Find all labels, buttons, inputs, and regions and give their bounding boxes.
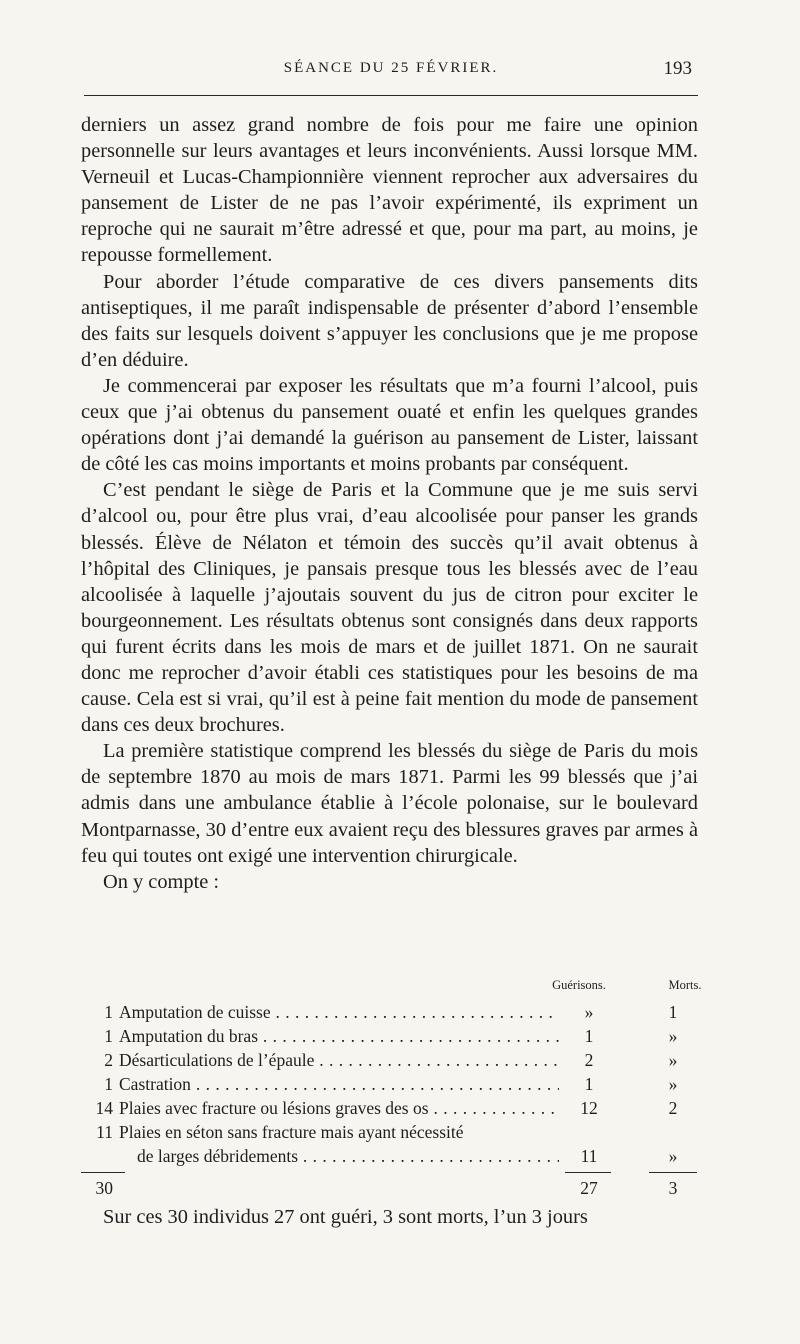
row-morts: » [668, 1146, 678, 1166]
total-rule-qty [81, 1172, 125, 1173]
table-row [81, 1048, 698, 1072]
row-quantity: 1 [104, 1026, 113, 1046]
row-label: Amputation du bras . . . [119, 1024, 559, 1048]
paragraph: C’est pendant le siège de Paris et la Commune que je me suis servi d’alcool ou, pour être plus vrai, d’eau alcoolisée pour panser les grands blessés. Élève de Nélaton et témoin des succès qu’il avait obtenus à l’hôpital des Cliniques, je pansais presque tous les blessés avec de l’eau alcoolisée à laquelle j’ajoutais souvent du jus de citron pour exciter le bourgeonnement. Les résultats obtenus sont consignés dans deux rapports qui furent écrits dans les mois de mars et de juillet 1871. On ne saurait donc me reprocher d’avoir établi ces statistiques pour les besoins de ma cause. Cela est si vrai, qu’il est à peine fait mention du mode de pansement dans ces deux brochures. [81, 479, 698, 737]
total-rule-guerisons [565, 1172, 611, 1173]
paragraph: derniers un assez grand nombre de fois pour me faire une opinion personnelle sur leurs avantages et leurs inconvénients. Aussi lorsque MM. Verneuil et Lucas-Championnière viennent reprocher aux adversaires du pansement de Lister de ne pas l’avoir expérimenté, ils expriment un reproche qui ne saurait m’être adressé et que, pour ma part, au moins, je repousse formellement. [81, 114, 698, 267]
running-title: SÉANCE DU 25 FÉVRIER. [283, 60, 499, 76]
row-quantity: 2 [104, 1050, 113, 1070]
row-morts: » [668, 1074, 678, 1094]
total-quantity: 30 [95, 1178, 113, 1198]
column-header-morts: Morts. [668, 978, 702, 992]
row-label: Amputation de cuisse . . . [119, 1000, 559, 1024]
table-row [81, 1072, 698, 1096]
statistics-table [81, 978, 702, 1200]
paragraph: La première statistique comprend les blessés du siège de Paris du mois de septembre 1870 au mois de mars 1871. Parmi les 99 blessés que j’ai admis dans une ambulance établie à l’école polonaise, sur le boulevard Montparnasse, 30 d’entre eux avaient reçu des blessures graves par armes à feu qui toutes ont exigé une intervention chirurgicale. [81, 740, 698, 867]
total-guerisons: 27 [580, 1178, 598, 1198]
row-label: Désarticulations de l’épaule . . . [119, 1048, 559, 1072]
row-label: Plaies en séton sans fracture mais ayant nécessité [119, 1122, 464, 1142]
row-quantity: 1 [104, 1002, 113, 1022]
row-label: Castration . . . [119, 1072, 559, 1096]
row-label: de larges débridements . . . [137, 1144, 559, 1168]
row-quantity: 14 [95, 1098, 113, 1118]
row-guerisons: 12 [580, 1098, 598, 1118]
row-quantity: 1 [104, 1074, 113, 1094]
table-row [81, 1024, 698, 1048]
row-morts: 1 [668, 1002, 678, 1022]
body-text [81, 112, 698, 895]
row-guerisons: 2 [584, 1050, 594, 1070]
table-header [81, 978, 702, 1000]
row-morts: 2 [668, 1098, 678, 1118]
column-header-guerisons: Guérisons. [552, 978, 606, 992]
table-row [81, 1144, 698, 1168]
row-guerisons: 1 [584, 1074, 594, 1094]
row-label: Plaies avec fracture ou lésions graves des os . . . [119, 1096, 559, 1120]
paragraph: Pour aborder l’étude comparative de ces divers pansements dits antiseptiques, il me paraît indispensable de présenter d’abord l’ensemble des faits sur lesquels doivent s’appuyer les conclusions que je me propose d’en déduire. [81, 270, 698, 371]
row-quantity: 11 [96, 1122, 113, 1142]
row-morts: » [668, 1026, 678, 1046]
table-row [81, 1120, 698, 1144]
row-morts: » [668, 1050, 678, 1070]
table-row [81, 1096, 698, 1120]
row-guerisons: 11 [580, 1146, 598, 1166]
table-row [81, 1000, 698, 1024]
paragraph: On y compte : [103, 870, 220, 893]
closing-line: Sur ces 30 individus 27 ont guéri, 3 sont morts, l’un 3 jours [103, 1206, 588, 1228]
row-guerisons: 1 [584, 1026, 594, 1046]
paragraph: Je commencerai par exposer les résultats que m’a fourni l’alcool, puis ceux que j’ai obtenus du pansement ouaté et enfin les quelques grandes opérations dont j’ai demandé la guérison au pansement de Lister, laissant de côté les cas moins importants et moins probants par conséquent. [81, 374, 698, 476]
row-guerisons: » [584, 1002, 594, 1022]
total-morts: 3 [668, 1178, 678, 1198]
page-header [84, 60, 698, 86]
page-number: 193 [663, 58, 692, 79]
total-rule-morts [649, 1172, 697, 1173]
totals-rules [81, 1168, 698, 1176]
header-rule [84, 95, 698, 96]
totals-row [81, 1176, 698, 1200]
